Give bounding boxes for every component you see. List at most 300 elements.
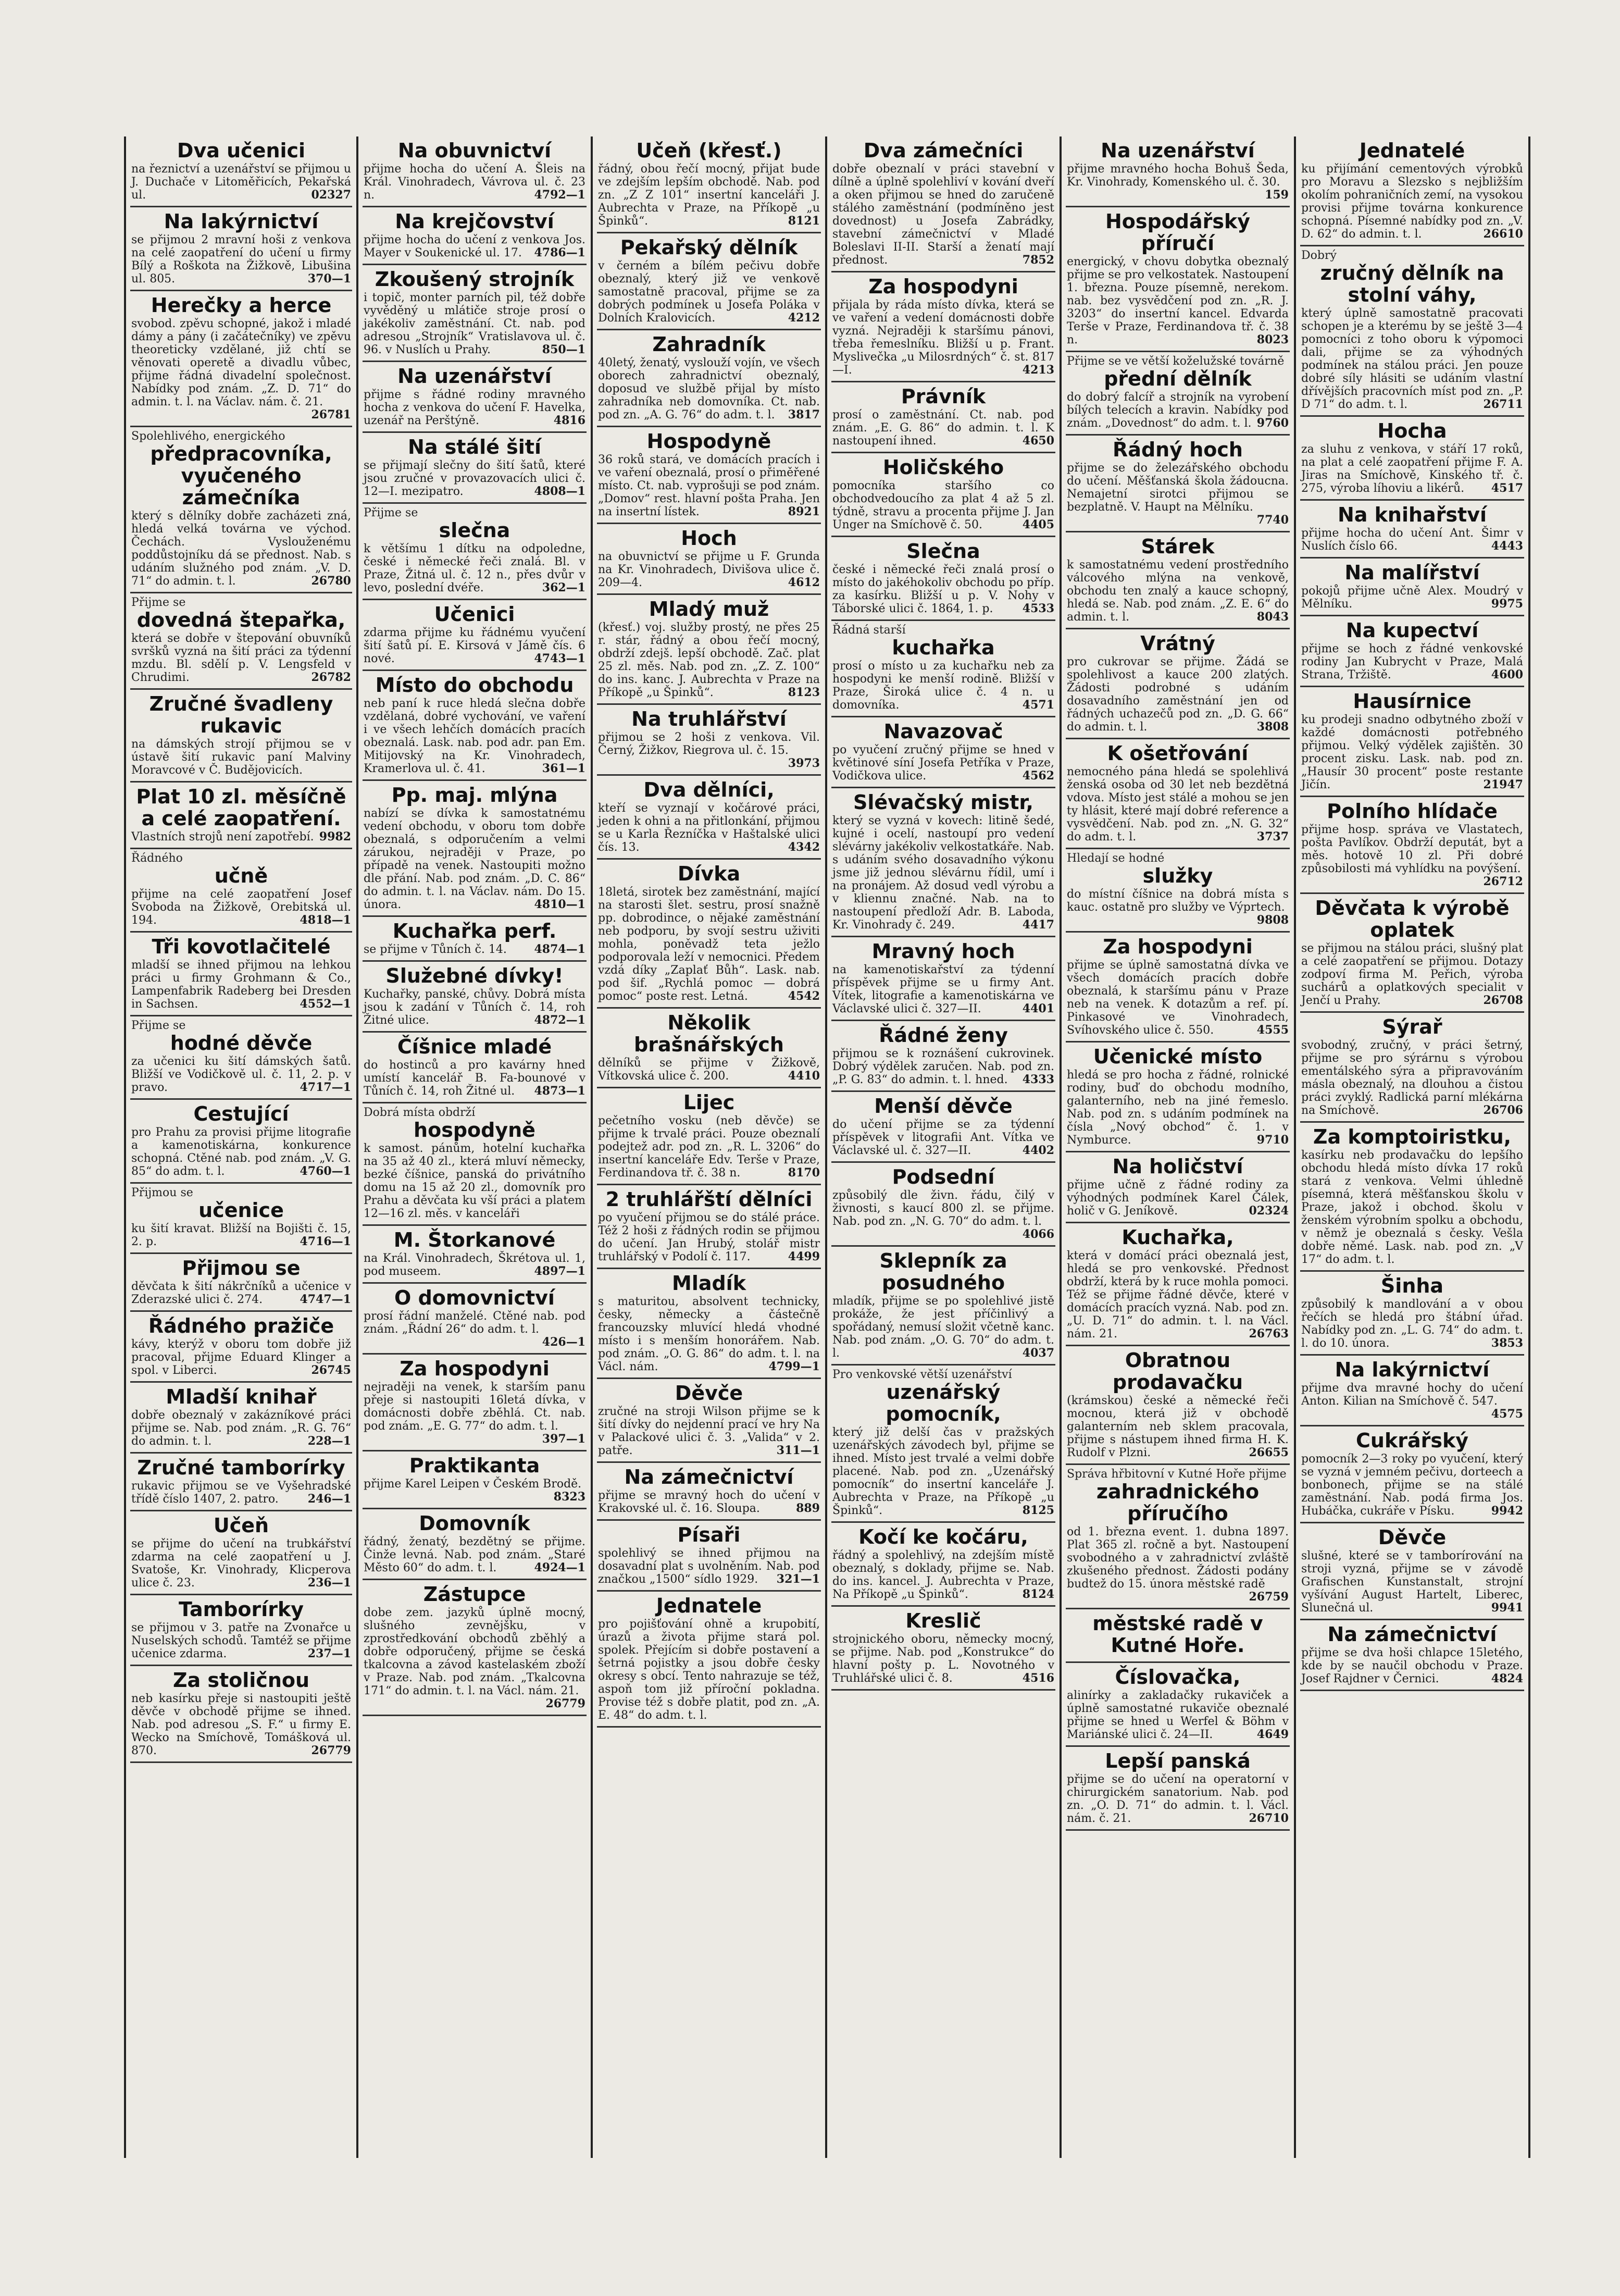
ad-text: pomocník 2—3 roky po vyučení, který se vyzná v jemném pečivu, dorteech a bonbonech, přijme se na stálé zaměstnání. Nab. podá firma Jos. Hubáčka, cukráře v Písku. [1301, 1453, 1523, 1518]
classified-ad [130, 427, 352, 593]
ad-text: za učenici ku šití dámských šatů. Bližší ve Vodičkově ul. č. 11, 2. p. v pravo. [131, 1055, 351, 1094]
ad-text: pomocníka staršího co obchodvedoucího za plat 4 až 5 zl. týdně, stravu a procenta přijme J. Jan Unger na Smíchově č. 50. [832, 479, 1054, 531]
classified-ad [363, 1580, 587, 1716]
classified-ad [597, 1185, 821, 1269]
ad-text: přijme hocha do učení A. Šleis na Král. Vinohradech, Vávrova ul. č. 23 n. [364, 163, 585, 202]
ad-text: způsobilý k mandlování a v obou řečích se hledá pro štábní úřad. Nabídky pod zn. „L. G. 74“ do adm. t. l. do 10. února. [1301, 1298, 1523, 1350]
ad-body [364, 1478, 585, 1504]
ad-code: 9808 [1256, 913, 1289, 927]
ad-preheading: Dobrá místa obdrží [364, 1106, 476, 1119]
classified-ad [597, 1379, 821, 1463]
ad-heading: Zástupce [423, 1583, 526, 1606]
ad-code: 8921 [788, 505, 820, 518]
ad-heading: Kuchařka perf. [392, 920, 557, 942]
ad-code: 397—1 [542, 1432, 585, 1446]
ad-body [832, 1633, 1054, 1685]
ad-heading: Stárek [1141, 535, 1215, 558]
classified-columns [124, 136, 1530, 2158]
ad-heading: Zručné švadleny rukavic [149, 692, 333, 737]
ad-text: dobře obeznalý v zakázníkové práci přijme se. Nab. pod znám. „R. G. 76“ do admin. t. l. [131, 1409, 351, 1448]
ad-heading: Za stoličnou [172, 1669, 310, 1692]
classified-ad [831, 537, 1055, 621]
classified-ad [363, 433, 587, 504]
ad-heading: Učenici [434, 603, 515, 626]
ad-text: přijme na celé zaopatření Josef Svoboda na Žižkově, Orebitská ul. 194. [131, 888, 351, 927]
ad-code: 4333 [1022, 1073, 1054, 1086]
ad-heading: Hospodyně [646, 430, 771, 453]
ad-code: 4571 [1022, 698, 1054, 712]
classified-ad [1300, 616, 1524, 687]
ad-text: přijme se mravný hoch do učení v Krakovské ul. č. 16. Sloupa. [598, 1489, 820, 1515]
ad-code: 236—1 [307, 1576, 351, 1590]
ad-text: přijme se hoch z řádné venkovské rodiny Jan Kubrycht v Praze, Malá Strana, Tržiště. [1301, 642, 1523, 681]
ad-code: 26745 [311, 1363, 351, 1377]
ad-code: 26708 [1483, 994, 1523, 1007]
classified-ad [831, 621, 1055, 717]
ad-code: 4872—1 [534, 1013, 585, 1027]
ad-heading: předpracovníka, vyučeného zámečníka [150, 442, 332, 509]
classified-ad [1300, 1013, 1524, 1123]
ad-code: 9710 [1256, 1133, 1289, 1147]
ad-text: přijme s řádné rodiny mravného hocha z venkova do učení F. Havelka, uzenář na Perštýně. [364, 388, 585, 427]
ad-heading: Za komptoiristku, [1313, 1125, 1512, 1148]
ad-body [832, 563, 1054, 615]
ad-code: 4066 [1022, 1227, 1054, 1241]
ad-code: 361—1 [542, 762, 585, 775]
ad-text: do dobrý falcíř a strojník na vyrobení bílých telecích a kravin. Nabídky pod znám. „Dovednost“ do adm. t. l. [1067, 391, 1289, 430]
classified-ad [597, 776, 821, 860]
classified-ad [363, 1509, 587, 1580]
classified-ad [1300, 1426, 1524, 1523]
ad-text: nabízí se dívka k samostatnému vedení obchodu, v oboru tom dobře obeznalá, s odporučením a velmi zárukou, nejraději v Praze, po případě na venek. Nastoupiti možno dle přání. Nab. pod znám. „D. C. 86“ do admin. t. l. na Václav. nám. Do 15. února. [364, 807, 585, 911]
ad-heading: přední dělník [1104, 367, 1252, 390]
ad-preheading: Hledají se hodné [1067, 852, 1165, 865]
classified-ad [130, 1184, 352, 1254]
ad-body [1301, 307, 1523, 411]
ad-body [598, 1114, 820, 1180]
ad-body [832, 1295, 1054, 1360]
ad-body [1067, 391, 1289, 430]
ad-heading: Tamborírky [178, 1598, 304, 1621]
ad-heading: Učeň (křesť.) [636, 139, 782, 162]
column-1 [124, 136, 358, 2158]
ad-code: 311—1 [776, 1444, 820, 1457]
ad-heading: Na krejčovství [395, 210, 554, 233]
ad-body [131, 1338, 351, 1377]
classified-ad [363, 265, 587, 362]
ad-body [598, 356, 820, 421]
ad-body [1067, 655, 1289, 734]
ad-body [1301, 1549, 1523, 1615]
classified-ad [597, 1269, 821, 1379]
classified-ad [130, 207, 352, 291]
ad-code: 3737 [1256, 830, 1289, 843]
ad-body [364, 1535, 585, 1574]
classified-ad [597, 1088, 821, 1185]
ad-body [364, 943, 585, 956]
classified-ad [363, 962, 587, 1033]
ad-preheading: Přijme se [131, 596, 186, 609]
classified-ad [363, 1033, 587, 1103]
classified-ad [1066, 849, 1290, 933]
ad-body [598, 802, 820, 854]
ad-text: spolehlivý se ihned přijmou na dosavadní plat s uvolněním. Nab. pod značkou „1500“ sídlo 1929. [598, 1547, 820, 1586]
ad-text: na obuvnictví se přijme u F. Grunda na Kr. Vinohradech, Divišova ulice č. 209—4. [598, 550, 820, 589]
ad-text: přijme dva mravné hochy do učení Anton. Kilian na Smíchově č. 547. [1301, 1382, 1523, 1408]
ad-body [131, 1692, 351, 1757]
ad-text: kasírku neb prodavačku do lepšího obchodu hledá místo dívka 17 roků stará z venkova. Velmi úhledně písemná, která měšťanskou školu v Praze, jakož i obchod. školu v ženském výrobním spolku a obchodu, v němž je obeznalá s česky. Vešla dobře němé. Lask. nab. pod zn. „V 17“ do adm. t. l. [1301, 1149, 1523, 1266]
ad-code: 321—1 [776, 1572, 820, 1586]
ad-body [1301, 527, 1523, 553]
ad-text: k samostatnému vedení prostředního válcového mlýna na venkově, obchodu ten znalý a kauce schopný, hledá se. Nab. pod znám. „Z. E. 6“ do admin. t. l. [1067, 559, 1289, 624]
ad-code: 4816 [553, 414, 585, 427]
classified-ad [831, 272, 1055, 382]
ad-heading: Mladší knihař [166, 1385, 317, 1408]
classified-ad [597, 1592, 821, 1728]
ad-heading: Dva zámečníci [863, 139, 1024, 162]
classified-ad [1300, 1123, 1524, 1272]
ad-body [364, 1381, 585, 1446]
ad-text: se přijmou v 3. patře na Zvonařce u Nuselských schodů. Tamtéž se přijme učenice zdarma. [131, 1621, 351, 1660]
ad-code: 8125 [1022, 1504, 1054, 1517]
classified-ad [1300, 687, 1524, 797]
classified-ad [597, 330, 821, 427]
ad-text: se přijme v Tůních č. 14. [364, 943, 507, 956]
ad-text: prosí o místo u za kuchařku neb za hospodyni ke menší rodině. Bližší v Praze, Široká ulice č. 4 n. u domovníka. [832, 660, 1054, 712]
classified-ad [130, 1100, 352, 1184]
ad-heading: Na uzenářství [1101, 139, 1255, 162]
ad-body [1301, 642, 1523, 681]
ad-heading: Kočí ke kočáru, [858, 1525, 1028, 1548]
ad-body [1067, 1069, 1289, 1147]
ad-code: 4562 [1022, 769, 1054, 783]
ad-body [1301, 1039, 1523, 1117]
classified-ad [831, 1366, 1055, 1523]
ad-text: ku přijímání cementových výrobků pro Moravu a Slezsko s nejbližším okolím pohraničních zemí, na vysokou provisi přijme továrna konkurence schopná. Písemné nabídky pod zn. „V. D. 62“ do admin. t. l. [1301, 163, 1524, 241]
classified-ad [363, 671, 587, 781]
ad-body [364, 1606, 585, 1710]
ad-body [598, 1489, 820, 1515]
ad-code: 4650 [1022, 434, 1054, 448]
ad-heading: Na knihařství [1337, 503, 1487, 526]
ad-heading: O domovnictví [394, 1286, 555, 1309]
ad-heading: 2 truhlářští dělníci [605, 1188, 813, 1211]
classified-ad [831, 136, 1055, 272]
ad-preheading: Pro venkovské větší uzenářství [832, 1368, 1012, 1381]
classified-ad [130, 1016, 352, 1100]
ad-body [364, 1310, 585, 1349]
ad-heading: Na malířství [1344, 561, 1480, 584]
ad-text: dobe zem. jazyků úplně mocný, slušného zevnějšku, v zprostředkování obchodů zběhlý a dobře odporučený, přijme se česká tkalcovna a závod kastelaském zboží v Praze. Nab. pod znám. „Tkalcovna 171“ do admin. t. l. na Václ. nám. 21. [364, 1606, 585, 1697]
ad-heading: Na lakýrnictví [1335, 1358, 1490, 1381]
ad-heading: Služebné dívky! [385, 964, 564, 987]
classified-ad [831, 717, 1055, 788]
ad-body [364, 626, 585, 665]
ad-text: 40letý, ženatý, vyslouží vojín, ve všech oborech zahradnictví obeznalý, doposud ve službě přijal by místo zahradníka neb domovníka. Ct. nab. pod zn. „A. G. 76“ do adm. t. l. [598, 356, 820, 421]
ad-text: se přijme do učení na trubkářství zdarma na celé zaopatření u J. Svatoše, Kr. Vinohrady, Klicperova ulice č. 23. [131, 1537, 351, 1590]
ad-text: řádný a spolehlivý, na zdejším místě obeznalý, s doklady, přijme se. Nab. do ins. kancel. J. Aubrechta v Praze, Na Příkopě „u Špinků“. [832, 1549, 1054, 1601]
ad-code: 4792—1 [534, 188, 585, 202]
ad-heading: Právník [901, 385, 986, 408]
ad-code: 26779 [545, 1697, 585, 1710]
ad-code: 8121 [788, 214, 820, 228]
classified-ad [597, 860, 821, 1009]
ad-text: neb paní k ruce hledá slečna dobře vzdělaná, dobré vychování, ve vaření i ve všech lehčích domácích pracích obeznalá. Lask. nab. pod adr. pan Em. Mitijovský na Kr. Vinohradech, Kramerlova ul. č. 41. [364, 697, 585, 775]
ad-body [832, 660, 1054, 712]
ad-code: 889 [796, 1501, 820, 1515]
ad-code: 4405 [1022, 518, 1054, 531]
ad-text: strojnického oboru, německy mocný, se přijme. Nab. pod „Konstrukce“ do hlavní pošty p. L. Novotného v Truhlářské ulici č. 8. [832, 1633, 1054, 1685]
classified-ad [1066, 1465, 1290, 1609]
classified-ad [130, 593, 352, 690]
ad-text: která v domácí práci obeznalá jest, hledá se pro venkovské. Přednost obdrží, která by k ruce mohla pomoci. Též se přijme řádné děvče, které v domácích pracích vyzná. Nab. pod zn. „U. D. 71“ do admin. t. l. na Václ. nám. 21. [1067, 1249, 1289, 1341]
ad-code: 3973 [788, 756, 820, 770]
ad-body [131, 959, 351, 1011]
ad-code: 02327 [311, 188, 351, 202]
classified-ad [130, 1454, 352, 1511]
ad-heading: Slečna [906, 540, 980, 563]
ad-body [1067, 959, 1289, 1037]
classified-ad [1066, 739, 1290, 849]
ad-text: nejraději na venek, k starším panu přeje si nastoupiti 16letá dívka, v domácnosti dobře zběhlá. Ct. nab. pod znám. „E. G. 77“ do adm. t. l. [364, 1381, 585, 1433]
ad-text: zdarma přijme ku řádnému vyučení šití šatů pí. E. Kirsová v Jámě čís. 6 nové. [364, 626, 585, 665]
ad-heading: Místo do obchodu [375, 674, 574, 697]
ad-body [832, 299, 1054, 377]
ad-body [131, 1409, 351, 1448]
classified-ad [363, 1284, 587, 1355]
ad-heading: M. Štorkanové [393, 1228, 556, 1251]
classified-ad [130, 933, 352, 1016]
ad-text: 18letá, sirotek bez zaměstnání, mající na starosti šlet. sestru, prosí snažně pp. dobrodince, o nějaké zaměstnání neb podporu, by svojí sestru uživiti mohla, poněvadž teta ježlo podporovala leží v nemocnici. Předem vzdá díky „Zaplať Bůh“. Lask. nab. pod šif. „Rychlá pomoc — dobrá pomoc“ poste rest. Letná. [598, 886, 820, 1003]
ad-heading: Herečky a herce [151, 294, 332, 317]
ad-body [598, 886, 820, 1003]
ad-body [131, 1222, 351, 1248]
ad-text: energický, v chovu dobytka obeznalý přijme se pro velkostatek. Nastoupení 1. března. Pouze písemně, nerekom. nab. bez vysvědčení pod zn. „R. J. 3203“ do insertní kancel. Edvarda Terše v Praze, Ferdinandova tř. č. 38 n. [1067, 255, 1289, 346]
ad-text: prosí řádní manželé. Ctěné nab. pod znám. „Řádní 26“ do adm. t. l. [364, 1310, 585, 1336]
ad-heading: učně [214, 864, 268, 887]
ad-heading: hospodyně [414, 1119, 535, 1141]
ad-body [131, 888, 351, 927]
ad-text: české i německé řeči znalá prosí o místo do jakéhokoliv obchodu po příp. za kasírku. Bližší u p. V. Nohy v Táborské ulici č. 1864, 1. p. [832, 563, 1054, 615]
classified-ad [363, 781, 587, 917]
classified-ad [1066, 136, 1290, 207]
ad-heading: Učenické místo [1093, 1045, 1263, 1068]
ad-text: způsobilý dle živn. řádu, čilý v živnosti, s kaucí 800 zl. se přijme. Nab. pod zn. „N. G. 70“ do adm. t. l. [832, 1189, 1054, 1228]
ad-code: 4516 [1022, 1671, 1054, 1685]
ad-preheading: Dobrý [1301, 249, 1337, 262]
ad-code: 4213 [1022, 363, 1054, 377]
classified-ad [597, 1463, 821, 1521]
ad-body [131, 510, 351, 588]
ad-code: 02324 [1249, 1204, 1289, 1218]
classified-ad [130, 849, 352, 933]
ad-text: mladík, přijme se po spolehlivé jistě prokáže, že jest příčinlivý a spořádaný, nemusí složit včetně kanc. Nab. pod znám. „O. G. 70“ do adm. t. l. [832, 1295, 1054, 1360]
ad-text: který se vyzná v kovech: litině šedé, kujné i ocelí, nastoupí pro vedení slévárny jakékoliv velkostatkáře. Nab. s udáním svého dosavadního výkonu jsme již jednou slévárnu řídil, umí i na pronájem. Až dosud vedl výrobu a v kliennu značné. Nab. na to nastoupení předloží Adr. B. Laboda, Kr. Vinohrady č. 249. [832, 814, 1054, 932]
ad-code: 4716—1 [300, 1235, 351, 1248]
ad-code: 4810—1 [534, 898, 585, 911]
ad-heading: slečna [439, 519, 510, 542]
ad-code: 4799—1 [768, 1360, 820, 1373]
ad-body [598, 259, 820, 325]
ad-body [131, 1537, 351, 1590]
ad-heading: Domovník [419, 1512, 530, 1535]
ad-text: se přijmají slečny do šití šatů, které jsou zručné v provazovacích ulici č. 12—I. mezipatro. [364, 459, 585, 498]
ad-heading: Sklepník za posudného [879, 1249, 1007, 1294]
classified-ad [597, 524, 821, 595]
ad-body [1067, 1525, 1289, 1604]
ad-text: neb kasírku přeje si nastoupiti ještě děvče v obchodě přijme se ihned. Nab. pod adresou „S. F.“ u firmy E. Wecko na Smíchově, Tomášková ul. 870. [131, 1692, 351, 1757]
ad-text: který úplně samostatně pracovati schopen je a kterému by se ještě 3—4 pomocníci z toho oboru k výpomoci dali, přijme se za výhodných podmínek na stálou práci. Jen pouze dobré síly hlásiti se udáním vlastní dřívějších pracovních míst pod zn. „P. D 71“ do adm. t. l. [1301, 307, 1523, 411]
ad-code: 4818—1 [300, 913, 351, 927]
ad-code: 4760—1 [300, 1164, 351, 1178]
classified-ad [1300, 1272, 1524, 1356]
ad-text: 36 roků stará, ve domácích pracích i ve vaření obeznalá, prosí o přiměřené místo. Ct. nab. vyprošuji se pod znám. „Domov“ rest. hlavní pošta Praha. Jen na insertní lístek. [598, 453, 820, 518]
classified-ad [1300, 1523, 1524, 1620]
ad-code: 4786—1 [534, 246, 585, 259]
ad-heading: Dva dělníci, [643, 778, 775, 801]
ad-heading: Šinha [1380, 1274, 1444, 1297]
ad-code: 4542 [788, 989, 820, 1003]
ad-body [598, 1057, 820, 1083]
ad-body [832, 963, 1054, 1015]
ad-body [832, 163, 1054, 267]
classified-ad [363, 207, 587, 265]
ad-text: kávy, kterýž v oboru tom dobře již pracoval, přijme Eduard Klinger a spol. v Liberci. [131, 1338, 351, 1377]
ad-code: 4443 [1491, 539, 1523, 553]
ad-text: Vlastních strojů není zapotřebí. [131, 830, 314, 843]
ad-code: 4037 [1022, 1346, 1054, 1360]
ad-text: přijme se úplně samostatná dívka ve všech domácích pracích dobře obeznalá, k staršímu pánu v Praze neb na venek. K dotazům a ref. pí. Pinkasové ve Vinohradech, Svíhovského ulice č. 550. [1067, 959, 1289, 1037]
ad-text: přijme se dva hoši chlapce 15letého, kde by se naučil obchodu v Praze. Josef Rajdner v Černici. [1301, 1646, 1523, 1685]
classified-ad [130, 1312, 352, 1383]
ad-heading: Na uzenářství [397, 365, 552, 388]
ad-body [131, 1621, 351, 1660]
ad-heading: Slévačský mistr, [853, 791, 1033, 814]
ad-heading: dovedná štepařka, [136, 609, 346, 631]
ad-text: hledá se pro hocha z řádné, rolnické rodiny, buď do obchodu modního, galanterního, neb na jiné řemeslo. Nab. pod zn. s udáním podmínek na čísla „Nový obchod“ č. 1. v Nymburce. [1067, 1069, 1289, 1147]
ad-heading: Dívka [677, 862, 741, 885]
ad-heading: Mladík [672, 1272, 746, 1295]
ad-code: 3817 [788, 408, 820, 421]
ad-heading: učenice [198, 1199, 284, 1222]
classified-ad [597, 595, 821, 705]
classified-ad [1066, 1042, 1290, 1152]
ad-body [1067, 255, 1289, 346]
ad-heading: Zkoušený strojník [375, 268, 575, 291]
ad-code: 4808—1 [534, 485, 585, 498]
ad-body [1301, 1646, 1523, 1685]
ad-body [832, 1189, 1054, 1241]
classified-ad [831, 1247, 1055, 1366]
ad-code: 9942 [1491, 1504, 1523, 1518]
ad-body [364, 388, 585, 427]
column-2 [358, 136, 593, 2158]
classified-ad [1066, 1346, 1290, 1465]
ad-body [598, 550, 820, 589]
ad-text: na Král. Vinohradech, Škrétova ul. 1, pod museem. [364, 1252, 585, 1278]
ad-text: který již delší čas v pražských uzenářských závodech byl, přijme se ihned. Místo jest trvalé a velmi dobře placené. Nab. pod zn. „Uzenářský pomocník“ do insertní kanceláře J. Aubrechta v Praze, na Příkopě „u Špinků“. [832, 1426, 1054, 1517]
ad-text: dělníků se přijme v Žižkově, Vítkovská ulice č. 200. [598, 1057, 820, 1083]
ad-text: pro pojišťování ohně a krupobití, úrazů a života přijme stará pol. spolek. Přejícím si dobře postavení a šetrná pojistky a jsou dobře česky okresy s obcí. Tento nahrazuje se též, aspoň tom již příroční pokladna. Provise též s dobře platit, pod zn. „A. E. 48“ do adm. t. l. [598, 1618, 820, 1722]
classified-ad [597, 1009, 821, 1088]
ad-code: 4873—1 [534, 1084, 585, 1098]
ad-body [598, 1405, 820, 1457]
classified-ad [597, 427, 821, 524]
classified-ad [130, 690, 352, 783]
ad-text: Kuchařky, panské, chůvy. Dobrá místa jsou k zadání v Tůních č. 14, roh Žitné ulice. [364, 988, 585, 1027]
ad-code: 4897—1 [534, 1264, 585, 1278]
classified-ad [1066, 629, 1290, 739]
classified-ad [130, 291, 352, 427]
ad-text: na řeznictví a uzenářství se přijmou u J. Duchače v Litoměřicích, Pekařská ul. [131, 163, 351, 202]
ad-code: 26782 [311, 671, 351, 684]
ad-code: 4575 [1491, 1407, 1523, 1421]
classified-ad [597, 705, 821, 776]
ad-text: svobod. zpěvu schopné, jakož i mladé dámy a pány (i začátečníky) ve zpěvu theoreticky vzdělané, již chtí se věnovati operetě a divadlu vůbec, přijme řádná divadelní společnost. Nabídky pod znám. „Z. D. 71“ do admin. t. l. na Václav. nám. č. 21. [131, 317, 351, 408]
ad-code: 21947 [1483, 778, 1523, 791]
ad-body [131, 317, 351, 421]
classified-ad [831, 937, 1055, 1021]
ad-body [1067, 163, 1289, 202]
classified-ad [1066, 1152, 1290, 1223]
ad-text: který s dělníky dobře zacházeti zná, hledá velká továrna ve východ. Čechách. Vyslouženému poddůstojníku dá se přednost. Nab. s udáním služného pod znám. „V. D. 71“ do admin. t. l. [131, 510, 351, 588]
ad-text: přijme se do učení na operatorní v chirurgickém sanatorium. Nab. pod zn. „O. D. 71“ do admin. t. l. Václ. nám. č. 21. [1067, 1773, 1289, 1825]
ad-heading: Na stálé šití [408, 436, 541, 458]
ad-text: do místní číšnice na dobrá místa s kauc. ostatně pro služby ve Výprtech. [1067, 888, 1289, 914]
ad-body [1301, 1453, 1523, 1518]
ad-code: 4517 [1491, 481, 1523, 495]
ad-heading: Lijec [683, 1091, 735, 1114]
ad-body [1301, 443, 1523, 495]
ad-text: pro Prahu za provisi přijme litografie a kamenotiskárna, konkurence schopná. Ctěné nab. pod znám. „V. G. 85“ do adm. t. l. [131, 1126, 351, 1178]
ad-body [1301, 942, 1523, 1007]
ad-code: 26711 [1483, 398, 1523, 411]
ad-text: na kamenotiskařství za týdenní příspěvek přijme se u firmy Ant. Vítek, litografie a kamenotiskárna ve Václavské ulici č. 327—II. [832, 963, 1054, 1015]
ad-code: 7740 [1256, 513, 1289, 527]
ad-heading: Jednatelé [1359, 139, 1465, 162]
ad-code: 4600 [1491, 668, 1523, 681]
ad-body [131, 1480, 351, 1506]
classified-ad [130, 1383, 352, 1454]
ad-text: přijmou se k roznášení cukrovinek. Dobrý výdělek zaručen. Nab. pod zn. „P. G. 83“ do admin. t. l. hned. [832, 1047, 1054, 1086]
ad-code: 26759 [1249, 1590, 1289, 1604]
classified-ad [130, 783, 352, 849]
ad-body [1067, 888, 1289, 927]
ad-text: přijala by ráda místo dívka, která se ve vaření a vedení domácnosti dobře vyzná. Nejraději k staršímu pánovi, třeba řemeslníku. Bližší u p. Frant. Myslivečka „u Milosrdných“ č. st. 817—I. [832, 299, 1054, 377]
ad-preheading: Spolehlivého, energického [131, 430, 285, 443]
ad-body [1067, 1249, 1289, 1341]
ad-text: kteří se vyznají v kočárové práci, jeden k ohni a na přitlonkání, přijmou se u Karla Řezníčka v Haštalské ulici čís. 13. [598, 802, 820, 854]
ad-code: 362—1 [542, 581, 585, 594]
ad-heading: Menší děvče [874, 1095, 1013, 1118]
column-4 [827, 136, 1062, 2158]
ad-code: 26706 [1483, 1103, 1523, 1117]
classified-ad [1300, 501, 1524, 559]
ad-heading: Cestující [193, 1102, 289, 1125]
ad-code: 26655 [1249, 1446, 1289, 1459]
ad-text: přijme hosp. správa ve Vlastatech, pošta Pavlíkov. Obdrží deputát, byt a měs. hotově 10 zl. Při dobré způsobilosti má vyhlídku na povýšení. [1301, 823, 1523, 875]
classified-ad [1300, 417, 1524, 501]
ad-code: 7852 [1022, 253, 1054, 267]
ad-body [131, 1280, 351, 1306]
ad-code: 228—1 [307, 1434, 351, 1448]
ad-body [832, 1549, 1054, 1601]
ad-heading: Na zámečnictví [624, 1466, 794, 1488]
ad-body [832, 479, 1054, 531]
ad-body [131, 1126, 351, 1178]
ad-code: 3853 [1491, 1336, 1523, 1350]
ad-text: rukavic přijmou se ve Vyšehradské třídě číslo 1407, 2. patro. [131, 1480, 351, 1506]
